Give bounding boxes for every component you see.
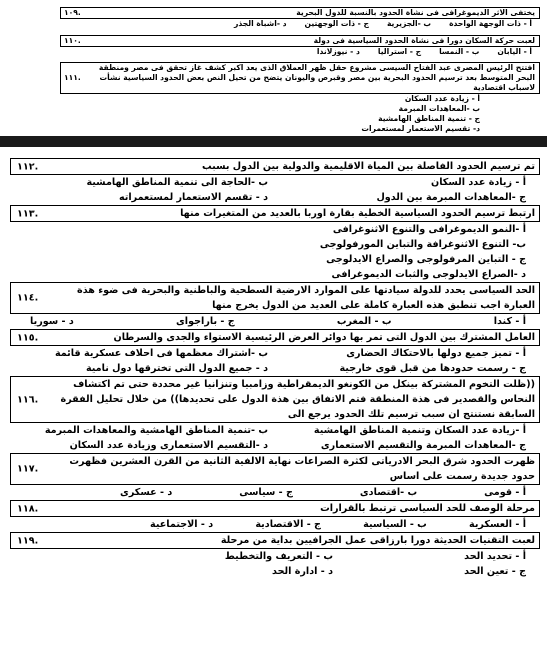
option-d[interactable]: د - نيوزلاندا bbox=[316, 47, 360, 56]
option-d[interactable]: د - سوريا bbox=[30, 316, 74, 327]
option-b[interactable]: ب -اقتصادى bbox=[359, 487, 418, 498]
option-d[interactable]: د - جميع الدول التى تخترقها دول نامية bbox=[85, 363, 268, 374]
question-118 bbox=[10, 500, 540, 532]
option-b[interactable]: ب - السياسية bbox=[363, 519, 427, 530]
question-115 bbox=[10, 329, 540, 376]
option-d[interactable]: د - تقسم الاستعمار لمستعمراته bbox=[118, 192, 268, 203]
option-d[interactable]: د -اشباة الجذر bbox=[234, 19, 287, 28]
options bbox=[60, 47, 540, 57]
option-c[interactable]: ج - الاقتصادية bbox=[255, 519, 321, 530]
question-117 bbox=[10, 453, 540, 500]
question-stem bbox=[10, 158, 540, 175]
question-113 bbox=[10, 205, 540, 282]
question-number: ١١٦. bbox=[17, 394, 39, 405]
question-stem bbox=[10, 532, 540, 549]
question-116 bbox=[10, 376, 540, 453]
options bbox=[10, 485, 540, 500]
option-a[interactable]: أ - اليابان bbox=[497, 47, 532, 56]
option-a[interactable]: أ - زيادة عدد السكان bbox=[404, 94, 480, 103]
question-text: ارتبط ترسيم الحدود السياسية الخطية بقارة اوربا بالعديد من المتغيرات منها bbox=[180, 208, 535, 219]
option-b[interactable]: ب -المعاهدات المبرمة bbox=[398, 104, 480, 113]
question-111 bbox=[60, 62, 540, 134]
question-112 bbox=[10, 158, 540, 205]
option-a[interactable]: أ - زيادة عدد السكان bbox=[431, 177, 526, 188]
question-number: ١١٨. bbox=[17, 503, 39, 514]
options bbox=[10, 222, 540, 282]
question-text: لعبت حركة السكان دورا فى نشاة الحدود السياسية فى دولة bbox=[313, 36, 535, 45]
question-text: يختفى الاثر الديموغرافى فى نشاة الحدود بالنسبة للدول البحرية bbox=[296, 8, 535, 17]
top-section bbox=[60, 0, 540, 134]
question-number: ١١٤. bbox=[17, 292, 39, 304]
option-c[interactable]: ج - ذات الوجهتين bbox=[304, 19, 369, 28]
options bbox=[10, 517, 540, 532]
option-c[interactable]: ج -المعاهدات المبرمة بين الدول bbox=[376, 192, 526, 203]
question-stem bbox=[10, 282, 540, 314]
option-d[interactable]: د- تقسيم الاستعمار لمستعمرات bbox=[361, 124, 480, 133]
question-number: ١١٩. bbox=[17, 535, 39, 546]
question-114 bbox=[10, 282, 540, 329]
option-b[interactable]: ب -الجزيرية bbox=[386, 19, 432, 28]
option-c[interactable]: ج - سياسى bbox=[239, 487, 293, 498]
option-b[interactable]: ب -تنمية المناطق الهامشية والمعاهدات المبرمة bbox=[44, 425, 268, 436]
option-b[interactable]: ب- التنوع الاثنوغرافة والتباين المورفولوجى bbox=[319, 239, 526, 250]
option-d[interactable]: د - عسكرى bbox=[120, 487, 173, 498]
question-110 bbox=[60, 35, 540, 57]
question-stem bbox=[10, 205, 540, 222]
option-b[interactable]: ب - المغرب bbox=[336, 316, 392, 327]
options bbox=[10, 346, 540, 376]
options bbox=[60, 19, 540, 29]
question-stem bbox=[60, 35, 540, 47]
question-number: ١١٠. bbox=[64, 36, 81, 45]
option-d[interactable]: د - الاجتماعية bbox=[150, 519, 214, 530]
options bbox=[10, 175, 540, 205]
question-stem bbox=[60, 7, 540, 19]
bottom-section bbox=[10, 158, 540, 579]
question-stem bbox=[10, 453, 540, 485]
question-text: تم ترسيم الحدود الفاصلة بين المياة الاقليمية والدولية بين الدول بسبب bbox=[202, 161, 535, 172]
question-number: ١١٥. bbox=[17, 332, 39, 343]
question-text: لعبت التقنيات الحديثة دورا بارزاقى عمل الجرافيين بداية من مرحلة bbox=[220, 535, 535, 546]
question-119 bbox=[10, 532, 540, 579]
option-a[interactable]: أ -زيادة عدد السكان وتنمية المناطق الهامشية bbox=[313, 425, 526, 436]
option-b[interactable]: ب - التعريف والتخطيط bbox=[224, 551, 333, 562]
question-number: ١١١. bbox=[64, 73, 81, 82]
option-a[interactable]: أ - تميز جميع دولها بالاحتكاك الحضارى bbox=[346, 348, 526, 359]
question-109 bbox=[60, 7, 540, 29]
option-a[interactable]: أ - العسكرية bbox=[469, 519, 526, 530]
option-c[interactable]: ج -المعاهدات المبرمة والتقسيم الاستعمارى bbox=[320, 440, 526, 451]
section-divider bbox=[0, 136, 547, 147]
option-c[interactable]: ج - التباين المرفولوجى والصراع الايدلوجى bbox=[326, 254, 526, 265]
question-number: ١١٣. bbox=[17, 208, 39, 219]
question-text: مرحلة الوصف للحد السياسى ترتبط بالقرارات bbox=[320, 503, 535, 514]
option-d[interactable]: د - ادارة الحد bbox=[272, 566, 333, 577]
option-c[interactable]: ج - تنمية المناطق الهامشية bbox=[378, 114, 480, 123]
option-a[interactable]: أ - ذات الوجهة الواحدة bbox=[449, 19, 532, 28]
question-stem bbox=[10, 500, 540, 517]
option-c[interactable]: ج - استراليا bbox=[377, 47, 422, 56]
option-d[interactable]: د -التقسيم الاستعمارى وزيادة عدد السكان bbox=[69, 440, 268, 451]
question-number: ١١٢. bbox=[17, 161, 39, 172]
option-a[interactable]: أ -النمو الديموغرافى والتنوع الاثنوغرافى bbox=[332, 224, 526, 235]
option-b[interactable]: ب -اشتراك معظمها فى احلاف عسكرية قائمة bbox=[54, 348, 268, 359]
question-stem bbox=[10, 329, 540, 346]
question-stem bbox=[10, 376, 540, 423]
option-a[interactable]: أ - كندا bbox=[493, 316, 526, 327]
options bbox=[10, 314, 540, 329]
option-b[interactable]: ب - النمسا bbox=[439, 47, 480, 56]
question-number: ١١٧. bbox=[17, 463, 39, 475]
option-c[interactable]: ج - باراجواى bbox=[176, 316, 235, 327]
option-b[interactable]: ب -الحاجة الى تنمية المناطق الهامشية bbox=[86, 177, 268, 188]
option-d[interactable]: د -الصراع الايدلوجى والثبات الديموغرافى bbox=[331, 269, 526, 280]
question-stem bbox=[60, 62, 540, 94]
options bbox=[10, 549, 540, 579]
option-c[interactable]: ج - تعين الحد bbox=[464, 566, 526, 577]
options bbox=[60, 94, 540, 134]
question-text: العامل المشترك بين الدول التى تمر بها دوائر العرض الرئيسية الاستواء والجدى والسرطان bbox=[113, 332, 535, 343]
option-a[interactable]: أ - قومى bbox=[484, 487, 526, 498]
question-text: ((ظلت التخوم المشتركة بينكل من الكونغو الديمقراطية وزامبيا وتنزانيا غير محددة حتى تم اكتشاف النحاس والقصدير فى هذة المنطقة فتم الاتفاق بين هذة الدول على تحديدها)) من خلال تحليل الفقرة السابقة نستنتج ان سبب ترسيم تلك الحدود يرجع الى bbox=[60, 379, 535, 420]
question-text: ظهرت الحدود شرق البحر الادرياتى لكثرة الصراعات نهاية الالفية الثانية من القرن العشرين فظهرت حدود جديدة رسمت على اساس bbox=[69, 456, 535, 482]
question-number: ١٠٩. bbox=[64, 8, 81, 17]
options bbox=[10, 423, 540, 453]
option-a[interactable]: أ - تحديد الحد bbox=[464, 551, 526, 562]
question-text: الحد السياسى يحدد للدولة سيادتها على الموارد الارضية السطحية والباطنية والبحرية فى ضوء هذة العبارة اجب تنطبق هذه العبارة كاملة على العديد من الدول يخرج منها bbox=[77, 285, 535, 311]
question-text: افتتح الرئيس المصرى عبد الفتاح السيسى مشروع حقل ظهر العملاق الذى يعد اكبر كشف غاز تحقق فى مصر ومنطقة البحر المتوسط بعد ترسيم الحدود البحرية بين مصر وقبرص واليونان يتضح من تحيل النص بعض الحدود السياسية نشأت لاسباب اقتصادية bbox=[98, 63, 535, 92]
option-c[interactable]: ج - رسمت حدودها من قبل قوى خارجية bbox=[339, 363, 526, 374]
